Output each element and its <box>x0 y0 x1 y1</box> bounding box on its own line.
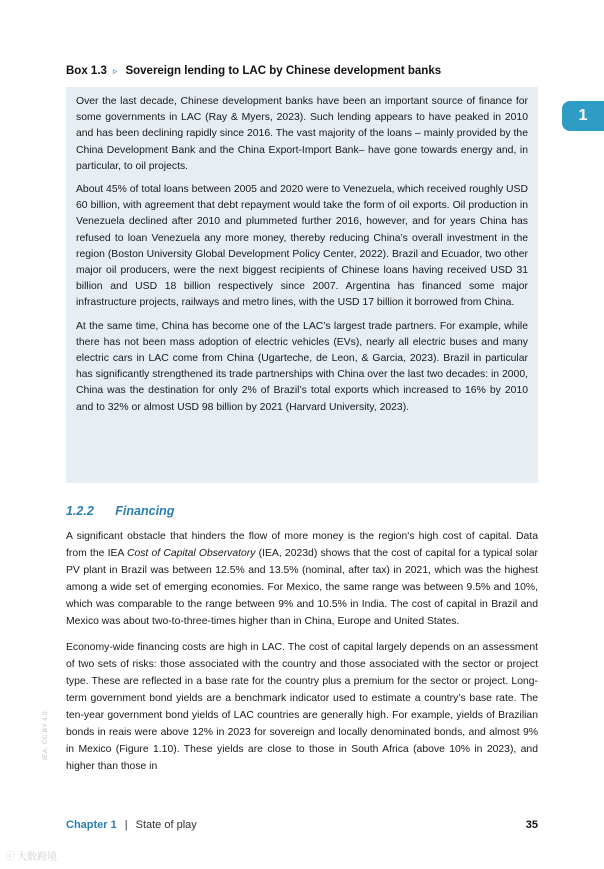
chapter-tab[interactable] <box>562 101 604 131</box>
box-title: Sovereign lending to LAC by Chinese development banks <box>125 65 442 77</box>
body-paragraph <box>66 528 538 630</box>
page-number: 35 <box>525 819 538 831</box>
watermark <box>6 848 57 863</box>
body-paragraph-text: A significant obstacle that hinders the flow of more money is the region's high cost of capital. Data from the IEA <box>66 531 538 559</box>
side-license: IEA. CC BY 4.0. <box>42 709 49 760</box>
watermark-text: 大数跨境 <box>17 852 58 863</box>
body-paragraph: Economy-wide financing costs are high in LAC. The cost of capital largely depends on an assessment of two sets of risks: those associated with the country and those associated with the sector or project type. These are reflected in a base rate for the country plus a premium for the sector or project. Long-term government bond yields are a benchmark indicator used to estimate a country’s base rate. The ten-year government bond yields of LAC countries are generally high. For example, yields of Brazilian bonds in reais were above 12% in 2023 for sovereign and locally denominated bonds, and almost 9% in Mexico (Figure 1.10). These yields are close to those in South Africa (above 10% in 2023), and higher than those in <box>66 642 538 772</box>
body-italic-title: Cost of Capital Observatory <box>126 548 256 559</box>
footer-separator: | <box>124 819 128 831</box>
footer-title: State of play <box>135 819 197 831</box>
section-title: Financing <box>115 504 175 518</box>
body-paragraph-text: (IEA, 2023d) shows that the cost of capital for a typical solar PV plant in Brazil was between 12.5% and 13.5% (nominal, after tax) in 2021, which was the highest among a wide set of emerging economies. For Mexico, the same range was between 9.5% and 10%, which was comparable to the range between 9% and 10.5% in India. The cost of capital in Brazil and Mexico was about two-to-three-times higher than in China, Europe and United States. <box>66 548 538 627</box>
triangle-arrow-icon: ▹ <box>112 65 118 76</box>
box-paragraph: At the same time, China has become one of the LAC’s largest trade partners. For example, while there has not been mass adoption of electric vehicles (EVs), nearly all electric buses and many electric cars in LAC come from China (Ugarteche, de Leon, & Garcia, 2023). Brazil in particular has significantly strengthened its trade partnerships with China over the last two decades: in 2000, China was the destination for only 2% of Brazil’s total exports which increased to 16% by 2010 and to 32% or almost USD 98 billion by 2021 (Harvard University, 2023). <box>76 320 528 413</box>
section-heading <box>66 504 538 518</box>
box-body <box>66 87 538 483</box>
page-footer <box>66 819 538 831</box>
box-label: Box 1.3 <box>66 65 107 77</box>
body-text <box>66 528 538 784</box>
section-number: 1.2.2 <box>66 504 94 518</box>
footer-chapter: Chapter 1 <box>66 819 117 831</box>
box-paragraph: Over the last decade, Chinese development banks have been an important source of finance for some governments in LAC (Ray & Myers, 2023). Such lending appears to have peaked in 2010 and has been declining rapidly since 2016. The vast majority of the loans – mainly provided by the China Development Bank and the China Export-Import Bank– have gone towards energy and, in particular, to oil projects. <box>76 96 528 172</box>
box-paragraph: About 45% of total loans between 2005 and 2020 were to Venezuela, which received roughly USD 60 billion, with agreement that debt repayment would take the form of oil exports. Oil production in Venezuela declined after 2010 and plummeted further 2016, however, and for years China has refused to loan Venezuela any more money, thereby reducing China’s overall investment in the region (Boston University Global Development Policy Center, 2022). Brazil and Ecuador, two other major oil producers, were the next biggest recipients of Chinese loans having received USD 31 billion and USD 18 billion respectively since 2007. Argentina has financed some major infrastructure projects, railways and metro lines, with the USD 17 billion it borrowed from China. <box>76 184 528 309</box>
copyright-icon: ⓒ <box>6 851 16 861</box>
chapter-tab-number: 1 <box>578 107 588 124</box>
box-header <box>66 65 546 77</box>
